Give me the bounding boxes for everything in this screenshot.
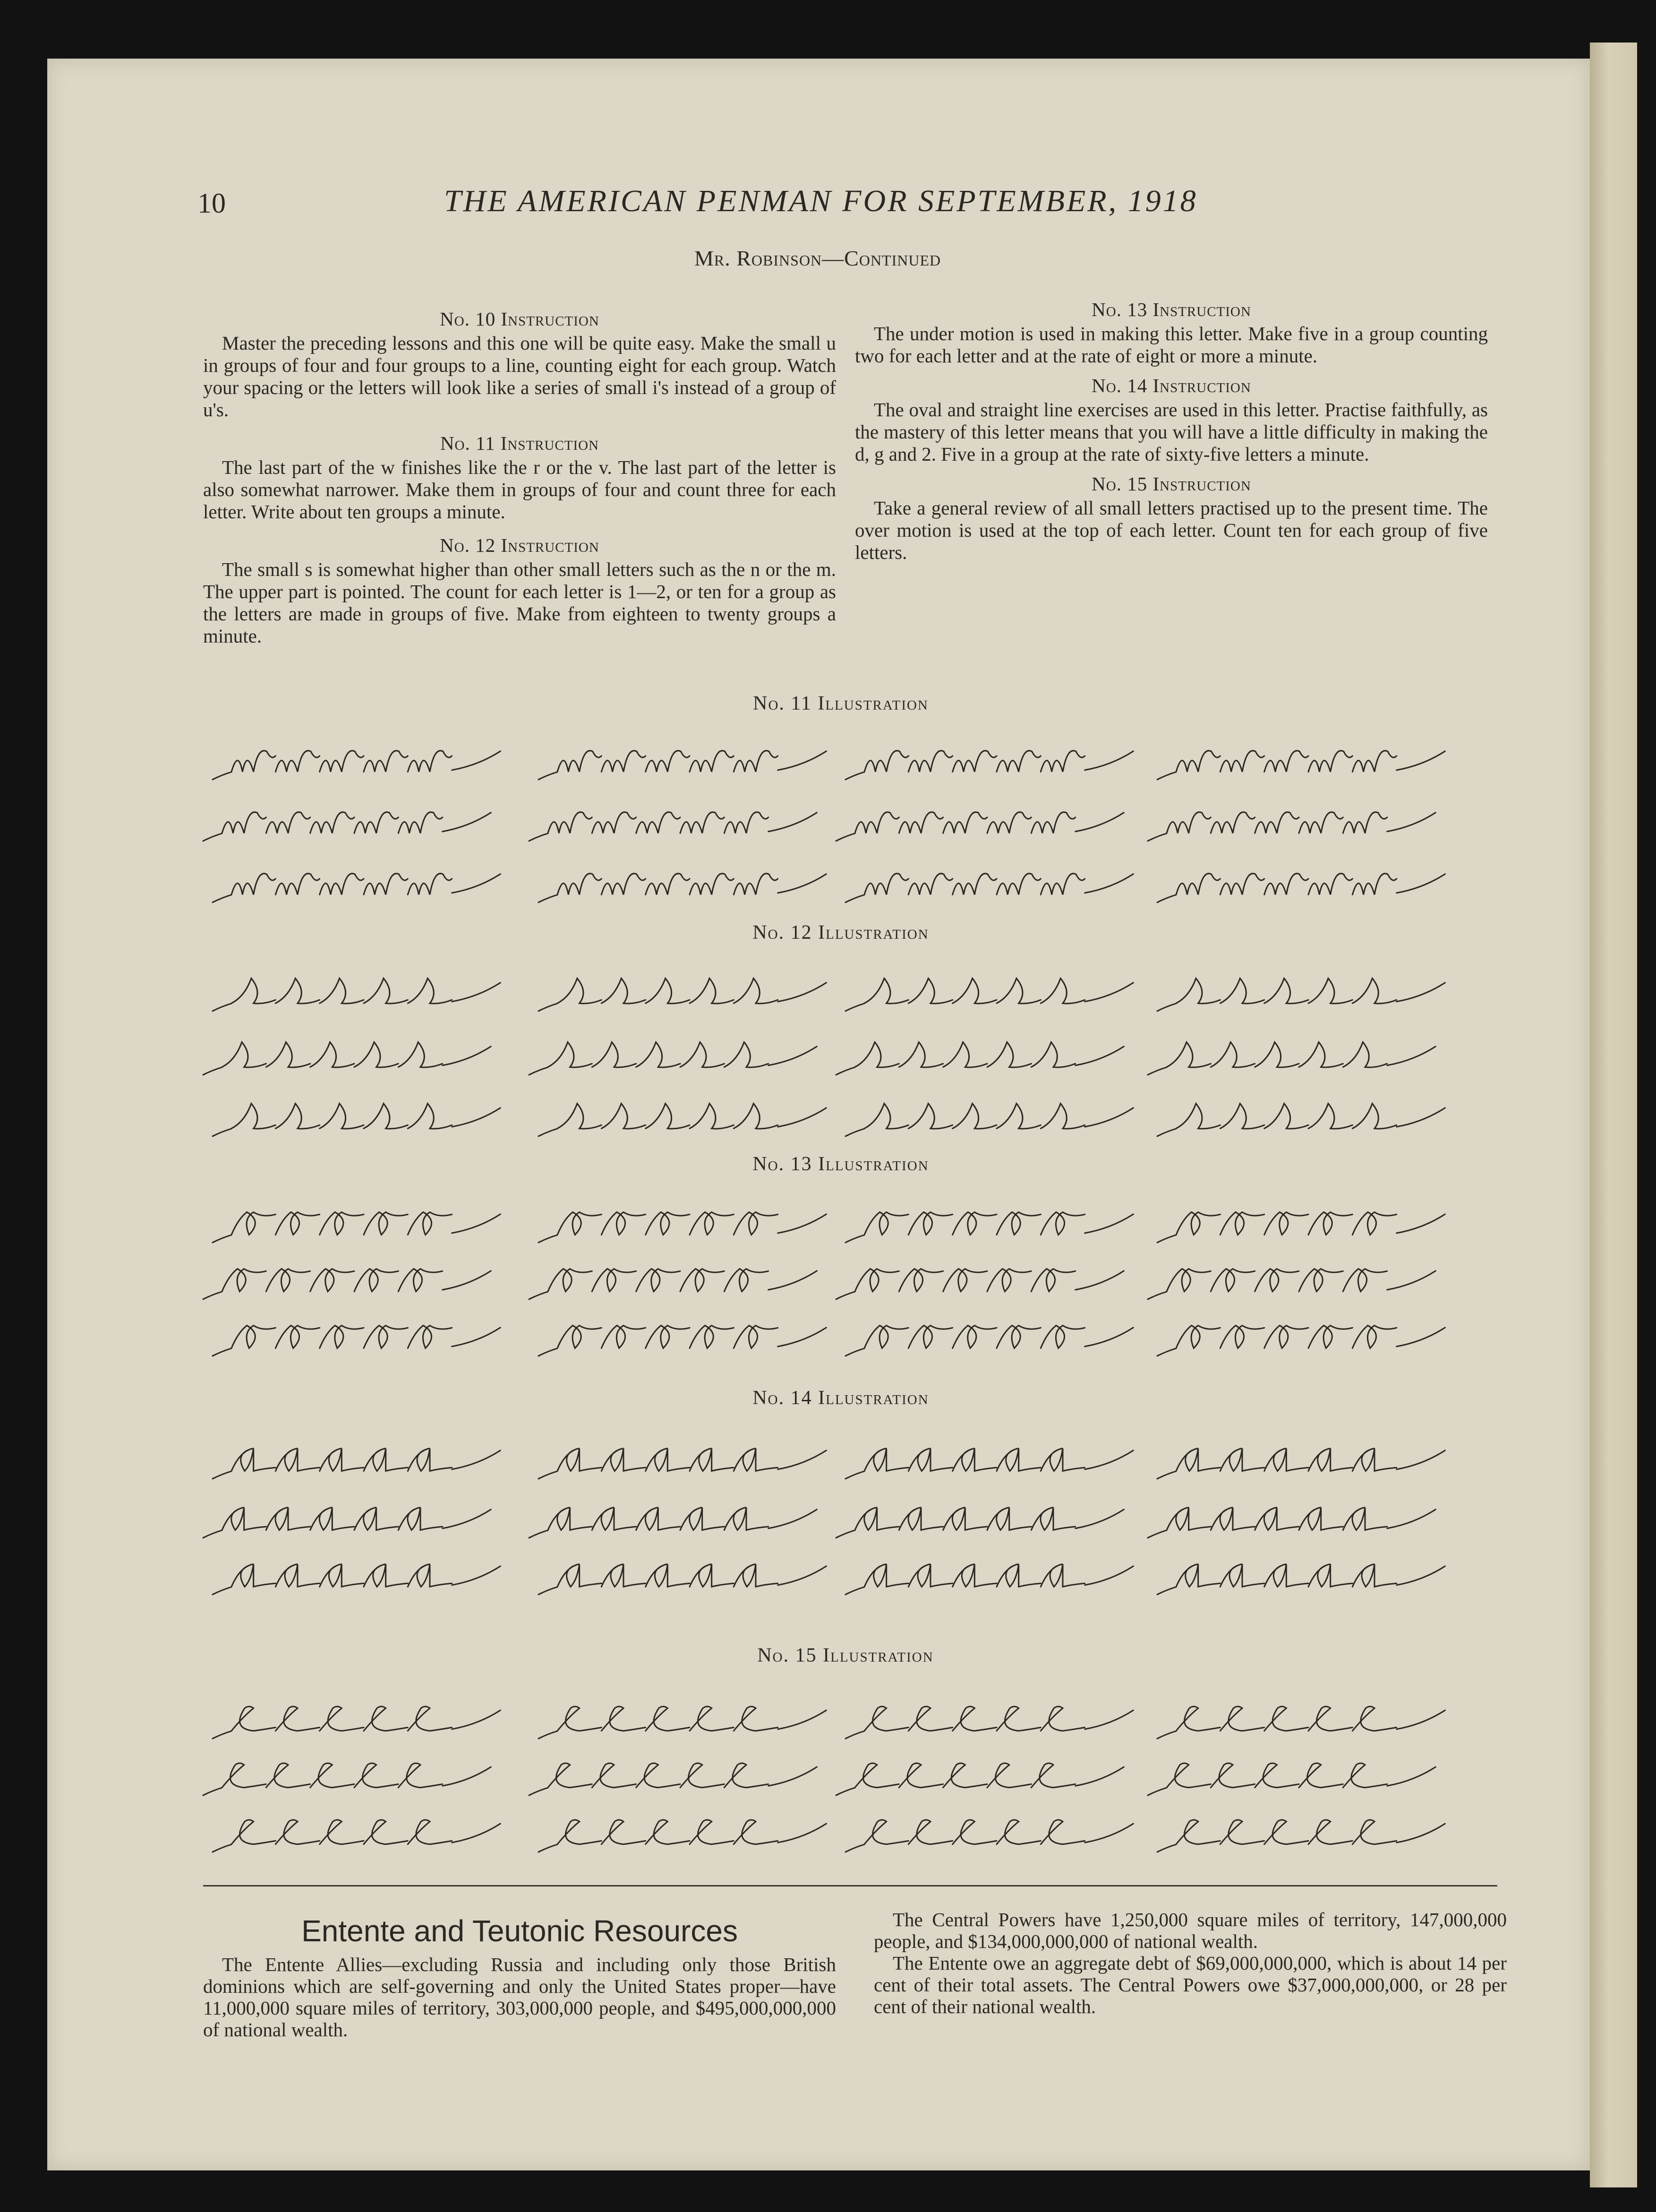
letter-group-s (1157, 1104, 1445, 1136)
script-row-o (189, 1191, 1483, 1247)
letter-group-o (836, 1269, 1124, 1299)
section-subhead: Mr. Robinson—Continued (694, 246, 941, 270)
script-row-drawing (189, 789, 1483, 846)
script-row-o (189, 1247, 1483, 1304)
letter-group-s (203, 1042, 491, 1075)
script-row-s (189, 1023, 1483, 1080)
letter-group-o (529, 1269, 817, 1299)
script-row-drawing (189, 1687, 1483, 1743)
letter-group-s (1148, 1042, 1435, 1075)
letter-group-c (213, 1820, 500, 1852)
letter-group-w (529, 812, 817, 841)
script-row-drawing (189, 1486, 1483, 1543)
letter-group-w (836, 812, 1124, 841)
letter-group-a (836, 1508, 1124, 1538)
letter-group-a (1157, 1449, 1445, 1479)
letter-group-s (1157, 978, 1445, 1011)
script-row-c (189, 1800, 1483, 1857)
letter-group-c (836, 1763, 1124, 1795)
letter-group-a (845, 1564, 1133, 1595)
divider-rule (203, 1885, 1497, 1886)
script-row-drawing (189, 1084, 1483, 1141)
letter-group-o (1148, 1269, 1435, 1299)
letter-group-o (538, 1212, 826, 1243)
letter-group-s (538, 978, 826, 1011)
letter-group-a (1148, 1508, 1435, 1538)
letter-group-w (538, 751, 826, 780)
instruction-title: No. 13 Instruction (1092, 299, 1251, 320)
script-row-drawing (189, 1023, 1483, 1080)
letter-group-w (1157, 874, 1445, 902)
illustration-title: No. 13 Illustration (752, 1153, 929, 1175)
letter-group-w (213, 874, 500, 902)
script-row-drawing (189, 1304, 1483, 1361)
letter-group-a (845, 1449, 1133, 1479)
letter-group-c (538, 1706, 826, 1739)
illustration-title: No. 12 Illustration (752, 922, 929, 943)
letter-group-w (1148, 812, 1435, 841)
article-title: Entente and Teutonic Resources (301, 1914, 738, 1948)
instruction-text: Master the preceding lessons and this one will be quite easy. Make the small u in groups of four and four groups to a line, counting eight for each group. Watch your spacing or the letters will look like a series of small i's instead of a group of u's. (203, 332, 836, 420)
page-number: 10 (197, 188, 226, 219)
letter-group-s (529, 1042, 817, 1075)
letter-group-s (213, 978, 500, 1011)
right-column (855, 293, 1488, 564)
letter-group-w (213, 751, 500, 780)
letter-group-c (1148, 1763, 1435, 1795)
script-row-w (189, 789, 1483, 846)
letter-group-a (213, 1564, 500, 1595)
script-row-drawing (189, 1427, 1483, 1483)
script-row-c (189, 1687, 1483, 1743)
letter-group-a (1157, 1564, 1445, 1595)
letter-group-o (213, 1212, 500, 1243)
script-row-a (189, 1486, 1483, 1543)
script-row-drawing (189, 1743, 1483, 1800)
script-row-a (189, 1427, 1483, 1483)
letter-group-c (203, 1763, 491, 1795)
letter-group-s (538, 1104, 826, 1136)
script-row-drawing (189, 959, 1483, 1016)
script-row-drawing (189, 1543, 1483, 1599)
illustration-title: No. 15 Illustration (757, 1645, 934, 1666)
instruction-text: The oval and straight line exercises are used in this letter. Practise faithfully, as the mastery of this letter means that you will have a little difficulty in making the d, g and 2. Five in a group at the rate of sixty-five letters a minute. (855, 399, 1488, 465)
instruction-title: No. 14 Instruction (1092, 375, 1251, 396)
script-row-drawing (189, 1191, 1483, 1247)
script-row-drawing (189, 728, 1483, 784)
letter-group-w (538, 874, 826, 902)
page-edge (1590, 43, 1637, 2187)
letter-group-o (845, 1212, 1133, 1243)
left-column (203, 302, 836, 647)
letter-group-w (203, 812, 491, 841)
illustration-title: No. 11 Illustration (753, 693, 929, 714)
instruction-title: No. 12 Instruction (440, 534, 599, 556)
letter-group-s (836, 1042, 1124, 1075)
letter-group-a (213, 1449, 500, 1479)
script-row-drawing (189, 850, 1483, 907)
script-row-c (189, 1743, 1483, 1800)
letter-group-a (538, 1449, 826, 1479)
letter-group-a (538, 1564, 826, 1595)
script-row-w (189, 850, 1483, 907)
script-row-s (189, 1084, 1483, 1141)
letter-group-c (845, 1820, 1133, 1852)
instruction-text: Take a general review of all small letters practised up to the present time. The over motion is used at the top of each letter. Count ten for each group of five letters. (855, 497, 1488, 563)
letter-group-c (1157, 1820, 1445, 1852)
letter-group-c (529, 1763, 817, 1795)
instruction-title: No. 11 Instruction (440, 432, 599, 454)
instruction-text: The last part of the w finishes like the r or the v. The last part of the letter is also somewhat narrower. Make them in groups of four and count three for each letter. Write about ten groups a minute. (203, 456, 836, 523)
instruction-text: The small s is somewhat higher than other small letters such as the n or the m. The upper part is pointed. The count for each letter is 1—2, or ten for a group as the letters are made in groups of five. Make from eighteen to twenty groups a minute. (203, 558, 836, 647)
script-row-o (189, 1304, 1483, 1361)
letter-group-c (845, 1706, 1133, 1739)
letter-group-s (213, 1104, 500, 1136)
letter-group-w (845, 751, 1133, 780)
letter-group-a (203, 1508, 491, 1538)
article-left-column (203, 1954, 836, 2041)
article-paragraph: The Entente owe an aggregate debt of $69,000,000,000, which is about 14 per cent of their total assets. The Central Powers owe $37,000,000,000, or 28 per cent of their national wealth. (874, 1952, 1507, 2017)
letter-group-o (213, 1326, 500, 1356)
script-row-s (189, 959, 1483, 1016)
letter-group-o (845, 1326, 1133, 1356)
instruction-title: No. 10 Instruction (440, 308, 599, 330)
letter-group-o (538, 1326, 826, 1356)
letter-group-c (538, 1820, 826, 1852)
article-paragraph: The Central Powers have 1,250,000 square miles of territory, 147,000,000 people, and $134,000,000,000 of national wealth. (874, 1909, 1507, 1952)
article-paragraph: The Entente Allies—excluding Russia and including only those British dominions which are self-governing and only the United States proper—have 11,000,000 square miles of territory, 303,000,000 people, and $495,000,000,000 of national wealth. (203, 1954, 836, 2041)
letter-group-o (203, 1269, 491, 1299)
letter-group-c (213, 1706, 500, 1739)
script-row-drawing (189, 1800, 1483, 1857)
instruction-title: No. 15 Instruction (1092, 473, 1251, 495)
letter-group-w (1157, 751, 1445, 780)
script-row-drawing (189, 1247, 1483, 1304)
illustration-title: No. 14 Illustration (752, 1387, 929, 1409)
letter-group-a (529, 1508, 817, 1538)
letter-group-o (1157, 1326, 1445, 1356)
letter-group-s (845, 1104, 1133, 1136)
letter-group-w (845, 874, 1133, 902)
letter-group-o (1157, 1212, 1445, 1243)
article-right-column (874, 1909, 1507, 2017)
script-row-a (189, 1543, 1483, 1599)
script-row-w (189, 728, 1483, 784)
letter-group-s (845, 978, 1133, 1011)
instruction-text: The under motion is used in making this letter. Make five in a group counting two for each letter and at the rate of eight or more a minute. (855, 323, 1488, 367)
letter-group-c (1157, 1706, 1445, 1739)
running-title: THE AMERICAN PENMAN FOR SEPTEMBER, 1918 (444, 184, 1198, 218)
